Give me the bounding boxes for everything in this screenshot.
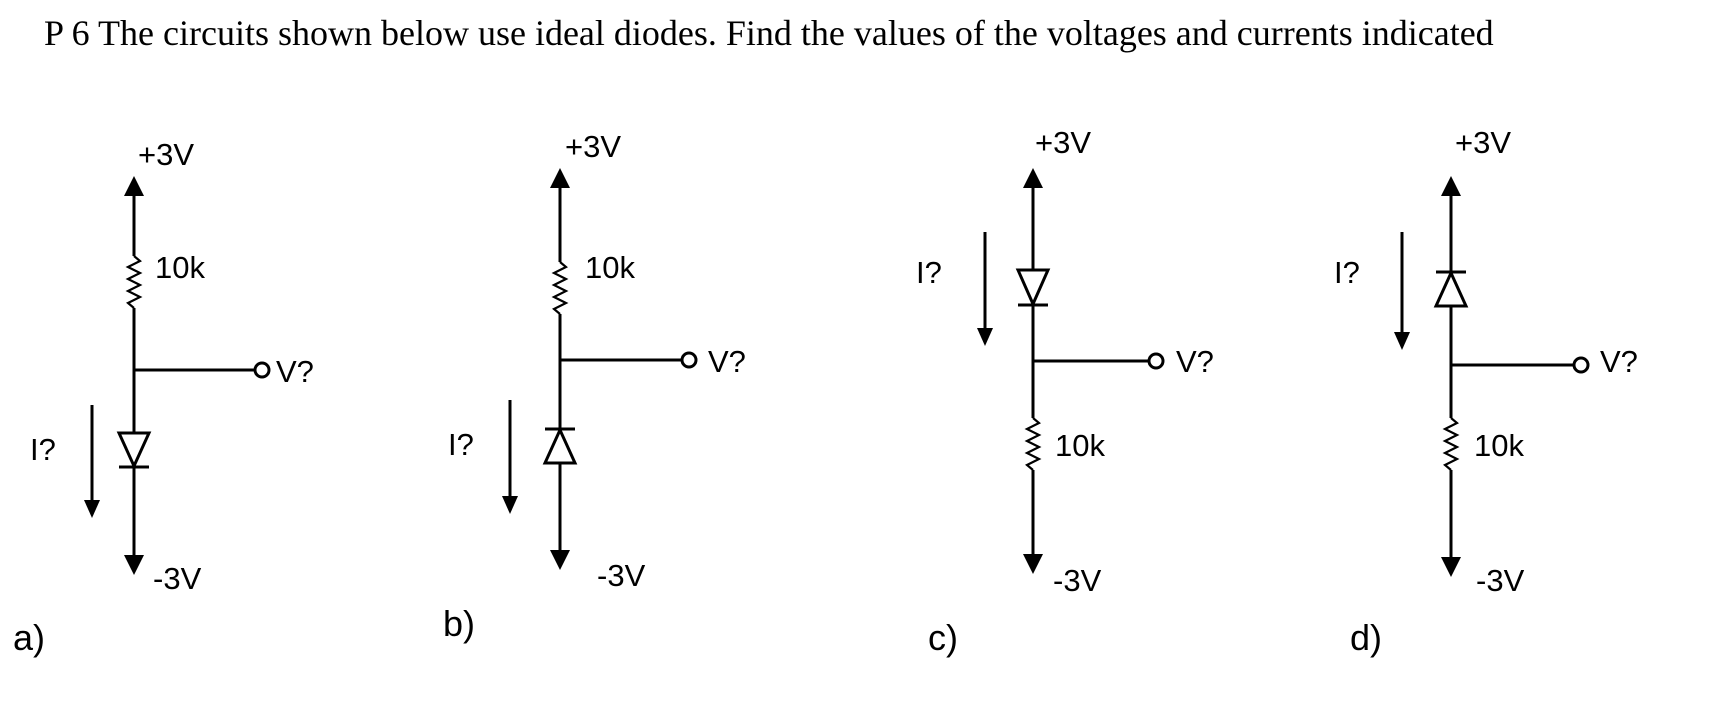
resistor-label: 10k <box>1474 428 1524 463</box>
supply-arrow-up <box>550 168 570 188</box>
voltage-label: V? <box>1176 344 1214 379</box>
current-arrow-head <box>977 328 993 346</box>
supply-top-label: +3V <box>565 129 622 164</box>
supply-arrow-down <box>1441 557 1461 577</box>
diode-triangle <box>1018 270 1048 304</box>
supply-bottom-label: -3V <box>597 558 646 593</box>
diode-triangle <box>545 430 575 463</box>
supply-arrow-up <box>124 176 144 196</box>
supply-top-label: +3V <box>1455 125 1512 160</box>
resistor-label: 10k <box>155 250 205 285</box>
output-terminal <box>255 363 269 377</box>
diode-triangle <box>1436 273 1466 306</box>
resistor-label: 10k <box>1055 428 1105 463</box>
current-arrow-head <box>1394 332 1410 350</box>
circuit-d <box>1334 125 1638 658</box>
current-arrow-head <box>84 500 100 518</box>
caption-b: b) <box>443 603 476 644</box>
supply-bottom-label: -3V <box>1476 563 1525 598</box>
supply-arrow-down <box>550 550 570 570</box>
supply-arrow-up <box>1023 168 1043 188</box>
caption-c: c) <box>928 617 958 658</box>
current-label: I? <box>1334 255 1360 290</box>
voltage-label: V? <box>1600 344 1638 379</box>
resistor-symbol <box>1445 418 1457 470</box>
supply-arrow-down <box>1023 554 1043 574</box>
current-label: I? <box>448 427 474 462</box>
resistor-symbol <box>128 256 140 308</box>
supply-top-label: +3V <box>1035 125 1092 160</box>
caption-a: a) <box>13 617 46 658</box>
circuit-b <box>443 129 746 644</box>
supply-top-label: +3V <box>138 137 195 172</box>
supply-arrow-down <box>124 555 144 575</box>
supply-bottom-label: -3V <box>1053 563 1102 598</box>
problem-title: P 6 The circuits shown below use ideal diodes. Find the values of the voltages and currents indicated <box>44 13 1494 53</box>
resistor-symbol <box>1027 418 1039 470</box>
supply-bottom-label: -3V <box>153 561 202 596</box>
current-label: I? <box>30 432 56 467</box>
output-terminal <box>682 353 696 367</box>
caption-d: d) <box>1350 617 1383 658</box>
output-terminal <box>1149 354 1163 368</box>
voltage-label: V? <box>276 354 314 389</box>
current-arrow-head <box>502 496 518 514</box>
voltage-label: V? <box>708 344 746 379</box>
circuit-c <box>916 125 1214 658</box>
resistor-label: 10k <box>585 250 635 285</box>
supply-arrow-up <box>1441 176 1461 196</box>
diode-triangle <box>119 433 149 466</box>
resistor-symbol <box>554 262 566 314</box>
current-label: I? <box>916 255 942 290</box>
output-terminal <box>1574 358 1588 372</box>
circuit-a <box>13 137 314 658</box>
